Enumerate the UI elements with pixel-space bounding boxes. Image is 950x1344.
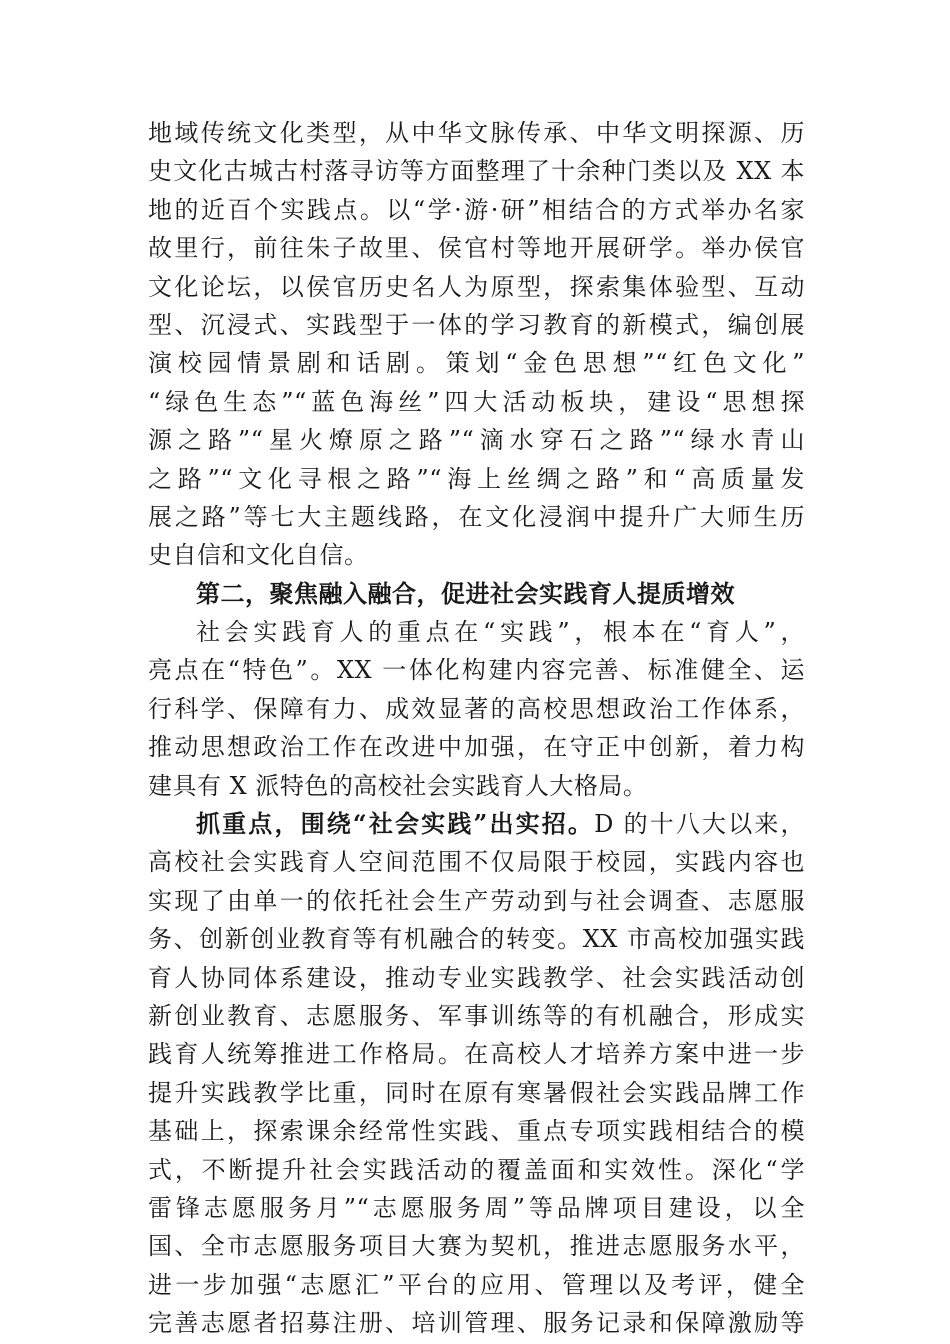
text-line: 建具有 X 派特色的高校社会实践育人大格局。 bbox=[148, 771, 648, 800]
text-line: 进一步加强“志愿汇”平台的应用、管理以及考评，健全 bbox=[148, 1270, 805, 1299]
paragraph-lead-line bbox=[148, 805, 805, 843]
text-line: 基础上，探索课余经常性实践、重点专项实践相结合的模 bbox=[148, 1117, 805, 1146]
paragraph-key-points bbox=[148, 805, 805, 1342]
text-line: “绿色生态”“蓝色海丝”四大活动板块，建设“思想探 bbox=[148, 387, 805, 416]
text-line: 史文化古城古村落寻访等方面整理了十余种门类以及 XX 本 bbox=[148, 157, 805, 186]
text-line: 故里行，前往朱子故里、侯官村等地开展研学。举办侯官 bbox=[148, 234, 805, 263]
text-line: 完善志愿者招募注册、培训管理、服务记录和保障激励等 bbox=[148, 1309, 805, 1338]
paragraph-social-practice-intro bbox=[148, 613, 805, 805]
text-line: 新创业教育、志愿服务、军事训练等的有机融合，形成实 bbox=[148, 1001, 805, 1030]
text-line: 育人协同体系建设，推动专业实践教学、社会实践活动创 bbox=[148, 963, 805, 992]
text-line: 推动思想政治工作在改进中加强，在守正中创新，着力构 bbox=[148, 733, 805, 762]
text-line: 演校园情景剧和话剧。策划“金色思想”“红色文化” bbox=[148, 349, 805, 378]
text-line: 地的近百个实践点。以“学·游·研”相结合的方式举办名家 bbox=[148, 195, 805, 224]
text-line: 源之路”“星火燎原之路”“滴水穿石之路”“绿水青山 bbox=[148, 426, 805, 455]
document-body bbox=[148, 114, 805, 1343]
text-line: 行科学、保障有力、成效显著的高校思想政治工作体系， bbox=[148, 694, 805, 723]
text-line: 提升实践教学比重，同时在原有寒暑假社会实践品牌工作 bbox=[148, 1078, 805, 1107]
text-line: 亮点在“特色”。XX 一体化构建内容完善、标准健全、运 bbox=[148, 656, 805, 685]
paragraph-lead-rest: D 的十八大以来， bbox=[594, 810, 806, 839]
text-line: 高校社会实践育人空间范围不仅局限于校园，实践内容也 bbox=[148, 848, 805, 877]
text-line: 展之路”等七大主题线路，在文化浸润中提升广大师生历 bbox=[148, 502, 805, 531]
text-line: 地域传统文化类型，从中华文脉传承、中华文明探源、历 bbox=[148, 119, 805, 147]
text-line: 务、创新创业教育等有机融合的转变。XX 市高校加强实践 bbox=[148, 925, 805, 954]
text-line: 之路”“文化寻根之路”“海上丝绸之路”和“高质量发 bbox=[148, 464, 805, 493]
text-line: 雷锋志愿服务月”“志愿服务周”等品牌项目建设，以全 bbox=[148, 1193, 805, 1222]
text-line: 史自信和文化自信。 bbox=[148, 541, 369, 570]
text-line: 式，不断提升社会实践活动的覆盖面和实效性。深化“学 bbox=[148, 1155, 805, 1184]
paragraph-cultural-practice bbox=[148, 114, 805, 575]
text-line: 实现了由单一的依托社会生产劳动到与社会调查、志愿服 bbox=[148, 886, 805, 915]
text-line: 社会实践育人的重点在“实践”，根本在“育人”， bbox=[196, 618, 805, 647]
paragraph-lead-bold: 抓重点，围绕“社会实践”出实招。 bbox=[196, 809, 595, 839]
text-line: 国、全市志愿服务项目大赛为契机，推进志愿服务水平， bbox=[148, 1232, 805, 1261]
text-line: 型、沉浸式、实践型于一体的学习教育的新模式，编创展 bbox=[148, 310, 805, 339]
text-line: 文化论坛，以侯官历史名人为原型，探索集体验型、互动 bbox=[148, 272, 805, 301]
text-line: 践育人统筹推进工作格局。在高校人才培养方案中进一步 bbox=[148, 1040, 805, 1069]
section-heading: 第二，聚焦融入融合，促进社会实践育人提质增效 bbox=[196, 578, 735, 608]
